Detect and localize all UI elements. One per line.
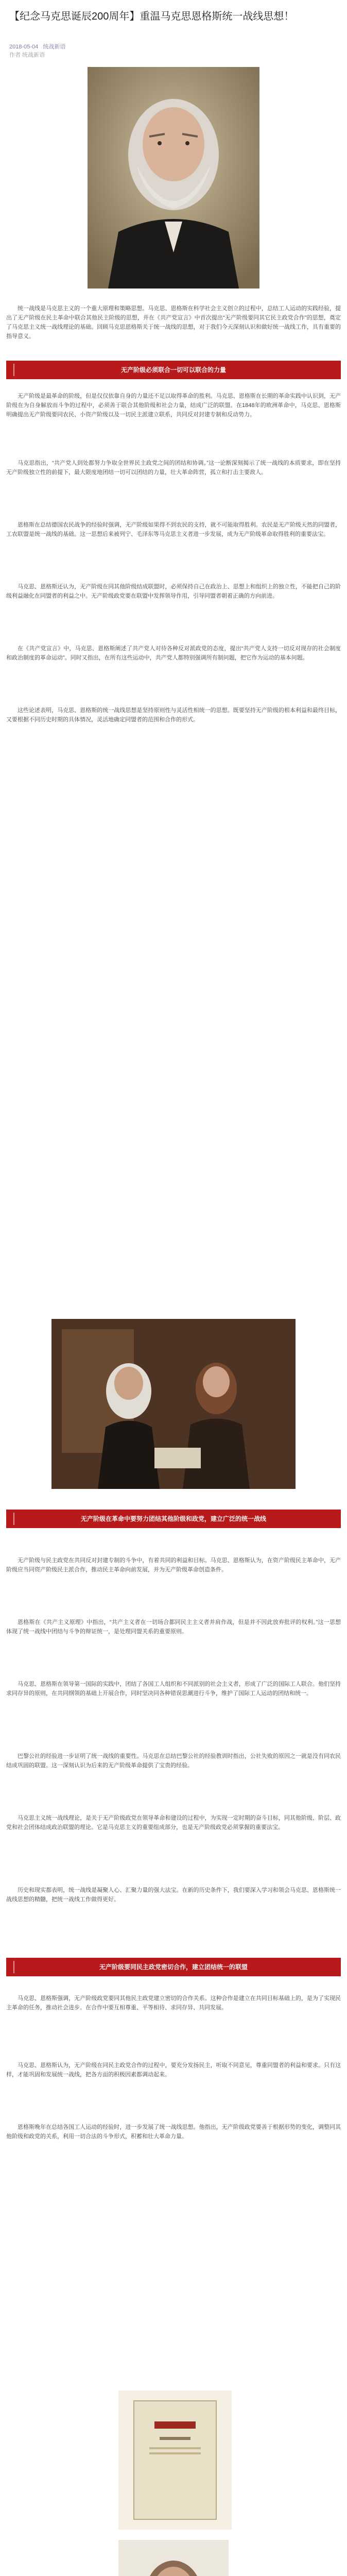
- section-2-paragraph: 马克思、恩格斯在领导第一国际的实践中，团结了各国工人组织和不同派别的社会主义者，形成了广泛的国际工人联合。他们坚持求同存异的原则，在共同纲领的基础上开展合作，同时坚决同各种错误思潮进行斗争，维护了国际工人运动的团结和统一。: [6, 1681, 341, 1697]
- section-2-banner: [6, 1510, 341, 1528]
- section-3-paragraph: 马克思、恩格斯认为，无产阶级在同民主政党合作的过程中，要充分发扬民主，听取不同意见，尊重同盟者的利益和要求。只有这样，才能巩固和发展统一战线，把各方面的积极因素都调动起来。: [6, 2062, 341, 2078]
- article-title: 【纪念马克思诞辰200周年】重温马克思恩格斯统一战线思想！: [9, 11, 294, 22]
- marx-portrait: [88, 67, 259, 289]
- section-1-paragraph: 在《共产党宣言》中，马克思、恩格斯阐述了共产党人对待各种反对派政党的态度，提出“共产党人支持一切反对现存的社会制度和政治制度的革命运动”。同时又指出，在所有这些运动中，共产党人都特别强调所有制问题，把它作为运动的基本问题。: [6, 646, 341, 661]
- section-2-paragraph: 历史和现实都表明，统一战线是凝聚人心、汇聚力量的强大法宝。在新的历史条件下，我们要深入学习和领会马克思、恩格斯统一战线思想的精髓，把统一战线工作做得更好。: [6, 1887, 341, 1903]
- section-2-paragraph: 恩格斯在《共产主义原理》中指出，“共产主义者在一切场合都同民主主义者并肩作战，但是并不因此放弃批评的权利。”这一思想体现了统一战线中团结与斗争的辩证统一，是处理同盟关系的重要原则。: [6, 1619, 341, 1635]
- article-date: 2018-05-04: [9, 44, 39, 50]
- section-1-paragraph: 马克思指出，“共产党人到处都努力争取全世界民主政党之间的团结和协调。”这一论断深刻揭示了统一战线的本质要求，即在坚持无产阶级独立性的前提下，最大限度地团结一切可以团结的力量，壮大革命阵营，孤立和打击主要敌人。: [6, 460, 341, 476]
- article-meta: [9, 42, 68, 50]
- marx-engels-painting: [51, 1319, 296, 1489]
- section-3-banner: [6, 1958, 341, 1976]
- section-1-paragraph: 恩格斯在总结德国农民战争的经验时强调，无产阶级如果得不到农民的支持，就不可能取得胜利。农民是无产阶级天然的同盟者，工农联盟是统一战线的基础。这一思想后来被列宁、毛泽东等马克思主义者进一步发展，成为无产阶级革命取得胜利的重要法宝。: [6, 522, 341, 537]
- source-link[interactable]: 统战新语: [43, 44, 66, 50]
- section-1-paragraph: 马克思、恩格斯还认为，无产阶级在同其他阶级结成联盟时，必须保持自己在政治上、思想上和组织上的独立性，不能把自己的阶级利益融化在同盟者的利益之中。无产阶级政党要在联盟中发挥领导作用，引导同盟者朝着正确的方向前进。: [6, 584, 341, 599]
- communist-manifesto-book: [118, 2391, 232, 2530]
- section-1-paragraph: 无产阶级是最革命的阶级，但是仅仅依靠自身的力量还不足以取得革命的胜利。马克思、恩格斯在长期的革命实践中认识到，无产阶级在为自身解放而斗争的过程中，必须善于联合其他阶级和社会力量，结成广泛的联盟。在1848年的欧洲革命中，马克思、恩格斯明确提出无产阶级要同农民、小资产阶级以及一切民主派建立联系，共同反对封建专制和反动势力。: [6, 393, 341, 418]
- section-3-banner-text: 无产阶级要同民主政党密切合作，建立团结统一的联盟: [99, 1963, 248, 1971]
- engels-portrait: [118, 2540, 229, 2576]
- section-2-banner-text: 无产阶级在革命中要努力团结其他阶级和政党，建立广泛的统一战线: [80, 1515, 266, 1522]
- section-1-banner: [6, 361, 341, 379]
- section-2-paragraph: 马克思主义统一战线理论，是关于无产阶级政党在领导革命和建设的过程中，为实现一定时期的奋斗目标，同其他阶级、阶层、政党和社会团体结成政治联盟的理论。它是马克思主义的重要组成部分，也是无产阶级政党必须掌握的重要法宝。: [6, 1815, 341, 1831]
- section-2-paragraph: 无产阶级与民主政党在共同反对封建专制的斗争中，有着共同的利益和目标。马克思、恩格斯认为，在资产阶级民主革命中，无产阶级应当同资产阶级民主派合作，推动民主革命向前发展，并为无产阶级革命创造条件。: [6, 1557, 341, 1573]
- section-3-paragraph: 马克思、恩格斯强调，无产阶级政党要同其他民主政党建立密切的合作关系。这种合作是建立在共同目标基础上的，是为了实现民主革命的任务，推动社会进步。在合作中要互相尊重、平等相待、求同存异、共同发展。: [6, 1995, 341, 2011]
- article-author: 作者 统战新语: [9, 52, 45, 58]
- section-3-paragraph: 恩格斯晚年在总结各国工人运动的经验时，进一步发展了统一战线思想。他指出，无产阶级政党要善于根据形势的变化，调整同其他阶级和政党的关系，利用一切合法的斗争形式，积蓄和壮大革命力量。: [6, 2124, 341, 2140]
- section-1-paragraph: 这些论述表明，马克思、恩格斯的统一战线思想是坚持原则性与灵活性相统一的思想。既要坚持无产阶级的根本利益和最终目标，又要根据不同历史时期的具体情况，灵活地确定同盟者的范围和合作的形式。: [6, 707, 341, 723]
- section-2-paragraph: 巴黎公社的经验进一步证明了统一战线的重要性。马克思在总结巴黎公社的经验教训时指出，公社失败的原因之一就是没有同农民结成巩固的联盟。这一深刻认识为后来的无产阶级革命提供了宝贵的经验。: [6, 1753, 341, 1769]
- intro-paragraph: 统一战线是马克思主义的一个重大原理和策略思想。马克思、恩格斯在科学社会主义创立的过程中，总结工人运动的实践经验，提出了无产阶级在民主革命中联合其他民主阶级的思想，并在《共产党宣言》中首次提出“无产阶级要同其它民主政党合作”的思想，奠定了马克思主义统一战线理论的基础。回顾马克思恩格斯关于统一战线的思想，对于我们今天深刻认识和做好统一战线工作，具有重要的指导意义。: [6, 306, 341, 340]
- section-1-banner-text: 无产阶级必须联合一切可以联合的力量: [120, 366, 226, 374]
